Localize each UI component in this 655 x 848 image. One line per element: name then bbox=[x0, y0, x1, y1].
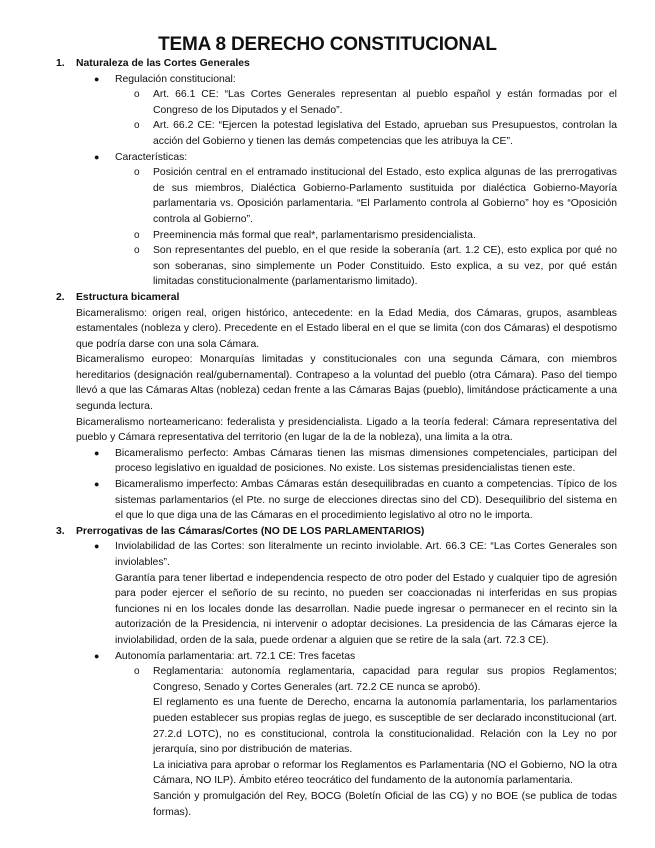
bullet-item bbox=[94, 477, 617, 524]
page-title: TEMA 8 DERECHO CONSTITUCIONAL bbox=[158, 34, 497, 55]
section-title-main: Prerrogativas de las Cámaras/Cortes bbox=[76, 525, 258, 537]
sub-bullet-text: Reglamentaria: autonomía reglamentaria, capacidad para regular sus propios Reglamentos; Congreso, Senado y Cortes Generales (art. 72.2 CE nunca se aprobó). bbox=[153, 666, 617, 693]
sub-bullet-item bbox=[134, 165, 617, 227]
sub-bullet-text: Posición central en el entramado institucional del Estado, esto explica algunas de las prerrogativas de sus miembros, Dialéctica Gobierno-Parlamento sustituida por dialéctica Gobierno-Mayoría parlamentaria vs. Oposición parlamentaria. “El Parlamento controla al Gobierno” hoy es “Oposición controla al Gobierno”. bbox=[153, 167, 617, 225]
sub-bullet-text: Preeminencia más formal que real*, parlamentarismo presidencialista. bbox=[153, 229, 476, 241]
section-number: 1. bbox=[56, 58, 65, 69]
circle-bullet-icon: o bbox=[134, 120, 140, 132]
circle-bullet-icon: o bbox=[134, 229, 140, 241]
section-title bbox=[76, 524, 655, 540]
circle-bullet-icon: o bbox=[134, 167, 140, 179]
bullet-icon: ● bbox=[94, 73, 100, 84]
bullet-label: Regulación constitucional: bbox=[115, 73, 236, 85]
section-3 bbox=[0, 524, 655, 540]
circle-bullet-icon: o bbox=[134, 89, 140, 101]
section-2 bbox=[0, 290, 655, 306]
bullet-icon: ● bbox=[94, 541, 100, 552]
sub-bullet-item bbox=[134, 228, 617, 244]
bullet-icon: ● bbox=[94, 479, 100, 490]
sub-bullet-continuation: Sanción y promulgación del Rey, BOCG (Boletín Oficial de las CG) y no BOE (se publica de todas formas). bbox=[153, 790, 617, 818]
paragraph: Bicameralismo europeo: Monarquías limitadas y constitucionales con una segunda Cámara, con miembros hereditarios (designación real/gubernamental). Contrapeso a la voluntad del pueblo (otra Cámara). Paso del tiempo llevó a que las Cámaras Altas (nobleza) cedan frente a las Cámaras Bajas (pueblo), limitándose prácticamente a una segunda lectura. bbox=[76, 354, 617, 413]
bullet-text: Bicameralismo perfecto: Ambas Cámaras tienen las mismas dimensiones competenciales, participan del proceso legislativo en igualdad de posiciones. No existe. Los sistemas presidencialistas tienen este. bbox=[115, 447, 617, 475]
sub-bullet-text: Art. 66.1 CE: “Las Cortes Generales representan al pueblo español y están formadas por el Congreso de los Diputados y el Senado”. bbox=[153, 89, 617, 116]
paragraph: Bicameralismo: origen real, origen histórico, antecedente: en la Edad Media, dos Cámaras, grupos, asambleas estamentales (nobleza y clero). Precedente en el Estado liberal en el que se limita (con dos Cámaras) el despotismo que podría darse con una sola Cámara. bbox=[76, 307, 617, 350]
sub-bullet-item bbox=[134, 664, 617, 695]
sub-bullet-text: Art. 66.2 CE: “Ejercen la potestad legislativa del Estado, aprueban sus Presupuestos, controlan la acción del Gobierno y tienen las demás competencias que les atribuya la CE”. bbox=[153, 120, 617, 147]
section-1 bbox=[0, 56, 655, 72]
bullet-label: Autonomía parlamentaria: art. 72.1 CE: Tres facetas bbox=[115, 650, 356, 662]
sub-bullet-item bbox=[134, 243, 617, 290]
circle-bullet-icon: o bbox=[134, 666, 140, 678]
sub-bullet-continuation: El reglamento es una fuente de Derecho, encarna la autonomía parlamentaria, los parlamentarios pueden establecer sus propias reglas de juego, es susceptible de ser declarado inconstitucional (art. 27.2.d LOTC), no es constitucional, controla la constitucionalidad. Relación con la Ley no por jerarquía, sino por distribución de materias. bbox=[153, 697, 617, 756]
bullet-text: Inviolabilidad de las Cortes: son literalmente un recinto inviolable. Art. 66.3 CE: “Las Cortes Generales son inviolables”. bbox=[115, 541, 617, 568]
bullet-continuation: Garantía para tener libertad e independencia respecto de otro poder del Estado y cualquier tipo de agresión para poder ejercer el señorío de su recinto, no pueden ser coaccionadas ni interferidas en sus propias funciones ni en los locales donde las desarrollan. Nadie puede ingresar o permanecer en el recinto sin la autorización de la Presidencia, ni intervenir o adoptar decisiones. La presidencia de las Cámaras ejerce la inviolabilidad, orden de la sala, puede ordenar a alguien que se retire de la sala (art. 72.3 CE). bbox=[115, 572, 617, 646]
bullet-icon: ● bbox=[94, 650, 100, 661]
bullet-icon: ● bbox=[94, 447, 100, 458]
bullet-text: Bicameralismo imperfecto: Ambas Cámaras están desequilibradas en cuanto a competencias. Típico de los sistemas parlamentarios (el Pte. no surge de elecciones directas sino del CD). Desequilibrio del sistema en el que lo que diga una de las Cámaras en el procedimiento legislativo al otro no le importa. bbox=[115, 479, 617, 522]
sub-bullet-continuation: La iniciativa para aprobar o reformar los Reglamentos es Parlamentaria (NO el Gobierno, NO la otra Cámara, NO ILP). Ámbito etéreo teocrático del fundamento de la autonomía parlamentaria. bbox=[153, 759, 617, 787]
sub-bullet-item bbox=[134, 87, 617, 118]
bullet-item bbox=[94, 539, 617, 570]
bullet-icon: ● bbox=[94, 151, 100, 162]
bullet-item bbox=[94, 446, 617, 477]
sub-bullet-text: Son representantes del pueblo, en el que reside la soberanía (art. 1.2 CE), esto explica por qué no son soberanas, sino simplemente un Poder Constituido. Esto explica, a su vez, por qué están limitadas constitucionalmente (parlamentarismo limitado). bbox=[153, 245, 617, 288]
section-title-note: (NO DE LOS PARLAMENTARIOS) bbox=[257, 525, 425, 537]
bullet-label: Características: bbox=[115, 151, 188, 163]
document-body bbox=[0, 56, 655, 820]
bullet-item bbox=[94, 150, 617, 166]
bullet-item bbox=[94, 649, 617, 665]
section-title: Naturaleza de las Cortes Generales bbox=[76, 58, 250, 69]
section-number: 2. bbox=[56, 291, 65, 303]
section-title: Estructura bicameral bbox=[76, 291, 180, 303]
section-number: 3. bbox=[56, 525, 65, 537]
bullet-item bbox=[94, 72, 617, 88]
sub-bullet-item bbox=[134, 118, 617, 149]
circle-bullet-icon: o bbox=[134, 245, 140, 257]
paragraph: Bicameralismo norteamericano: federalista y presidencialista. Ligado a la teoría federal: Cámara representativa del pueblo y Cámara representativa del territorio (en lugar de la de la nobleza), una limita a la otra. bbox=[76, 416, 617, 444]
